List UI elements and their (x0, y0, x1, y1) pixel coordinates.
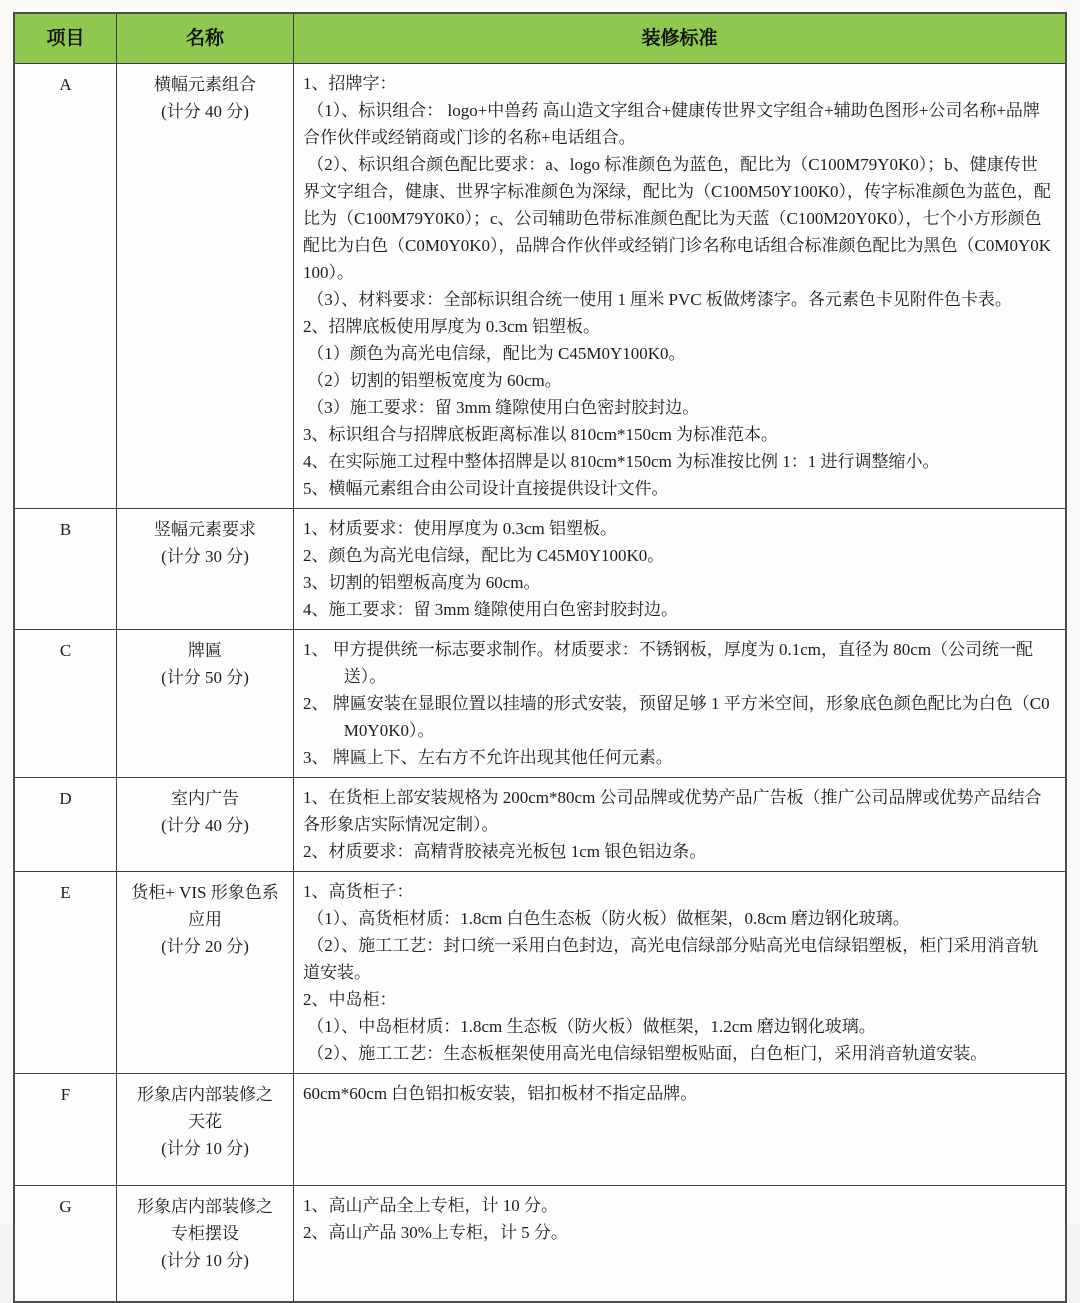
row-item-letter: E (15, 872, 117, 1074)
table-row (15, 1186, 1065, 1301)
table-row (15, 509, 1065, 630)
row-standards: 1、 甲方提供统一标志要求制作。材质要求：不锈钢板，厚度为 0.1cm，直径为 80cm（公司统一配送）。 2、 牌匾安装在显眼位置以挂墙的形式安装，预留足够 1 平方米空间，形象底色颜色配比为白色（C0M0Y0K0）。 3、 牌匾上下、左右方不允许出现其他任何元素。 (294, 630, 1065, 778)
row-name: 横幅元素组合 (计分 40 分) (117, 64, 294, 509)
row-item-letter: F (15, 1074, 117, 1186)
row-standards: 60cm*60cm 白色铝扣板安装，铝扣板材不指定品牌。 (294, 1074, 1065, 1186)
row-item-letter: D (15, 778, 117, 872)
row-name: 形象店内部装修之 天花 (计分 10 分) (117, 1074, 294, 1186)
row-standards: 1、招牌字： （1）、标识组合： logo+中兽药 高山造文字组合+健康传世界文字组合+辅助色图形+公司名称+品牌合作伙伴或经销商或门诊的名称+电话组合。 （2）、标识组合颜色配比要求：a、logo 标准颜色为蓝色，配比为（C100M79Y0K0）；b、健康传世界文字组合，健康、世界字标准颜色为深绿，配比为（C100M50Y100K0），传字标准颜色为蓝色，配比为（C100M79Y0K0）；c、公司辅助色带标准颜色配比为天蓝（C100M20Y0K0），七个小方形颜色配比为白色（C0M0Y0K0），品牌合作伙伴或经销门诊名称电话组合标准颜色配比为黑色（C0M0Y0K100）。 （3）、材料要求：全部标识组合统一使用 1 厘米 PVC 板做烤漆字。各元素色卡见附件色卡表。 2、招牌底板使用厚度为 0.3cm 铝塑板。 （1）颜色为高光电信绿，配比为 C45M0Y100K0。 （2）切割的铝塑板宽度为 60cm。 （3）施工要求：留 3mm 缝隙使用白色密封胶封边。 3、标识组合与招牌底板距离标准以 810cm*150cm 为标准范本。 4、在实际施工过程中整体招牌是以 810cm*150cm 为标准按比例 1：1 进行调整缩小。 5、横幅元素组合由公司设计直接提供设计文件。 (294, 64, 1065, 509)
row-item-letter: G (15, 1186, 117, 1301)
row-item-letter: C (15, 630, 117, 778)
row-name: 牌匾 (计分 50 分) (117, 630, 294, 778)
table-row (15, 630, 1065, 778)
table-row (15, 872, 1065, 1074)
row-item-letter: B (15, 509, 117, 630)
row-standards: 1、材质要求：使用厚度为 0.3cm 铝塑板。 2、颜色为高光电信绿，配比为 C45M0Y100K0。 3、切割的铝塑板高度为 60cm。 4、施工要求：留 3mm 缝隙使用白色密封胶封边。 (294, 509, 1065, 630)
row-item-letter: A (15, 64, 117, 509)
row-standards: 1、高山产品全上专柜，计 10 分。 2、高山产品 30%上专柜，计 5 分。 (303, 1196, 568, 1242)
row-name: 形象店内部装修之 专柜摆设 (计分 10 分) (117, 1186, 294, 1301)
column-header-standard: 装修标准 (294, 14, 1065, 64)
decoration-standard-table (13, 12, 1067, 1303)
row-standards: 1、在货柜上部安装规格为 200cm*80cm 公司品牌或优势产品广告板（推广公司品牌或优势产品结合各形象店实际情况定制）。 2、材质要求：高精背胶裱亮光板包 1cm 银色铝边条。 (294, 778, 1065, 872)
table-row (15, 1074, 1065, 1186)
column-header-item: 项目 (15, 14, 117, 64)
table-row (15, 778, 1065, 872)
row-name: 货柜+ VIS 形象色系 应用 (计分 20 分) (117, 872, 294, 1074)
row-name: 竖幅元素要求 (计分 30 分) (117, 509, 294, 630)
row-name: 室内广告 (计分 40 分) (117, 778, 294, 872)
table-row (15, 64, 1065, 509)
row-standards: 1、高货柜子： （1）、高货柜材质：1.8cm 白色生态板（防火板）做框架，0.8cm 磨边钢化玻璃。 （2）、施工工艺：封口统一采用白色封边，高光电信绿部分贴高光电信绿铝塑板，柜门采用消音轨道安装。 2、中岛柜： （1）、中岛柜材质：1.8cm 生态板（防火板）做框架，1.2cm 磨边钢化玻璃。 （2）、施工工艺：生态板框架使用高光电信绿铝塑板贴面，白色柜门，采用消音轨道安装。 (294, 872, 1065, 1074)
table-header-row (15, 14, 1065, 64)
column-header-name: 名称 (117, 14, 294, 64)
table-body (15, 64, 1065, 1301)
